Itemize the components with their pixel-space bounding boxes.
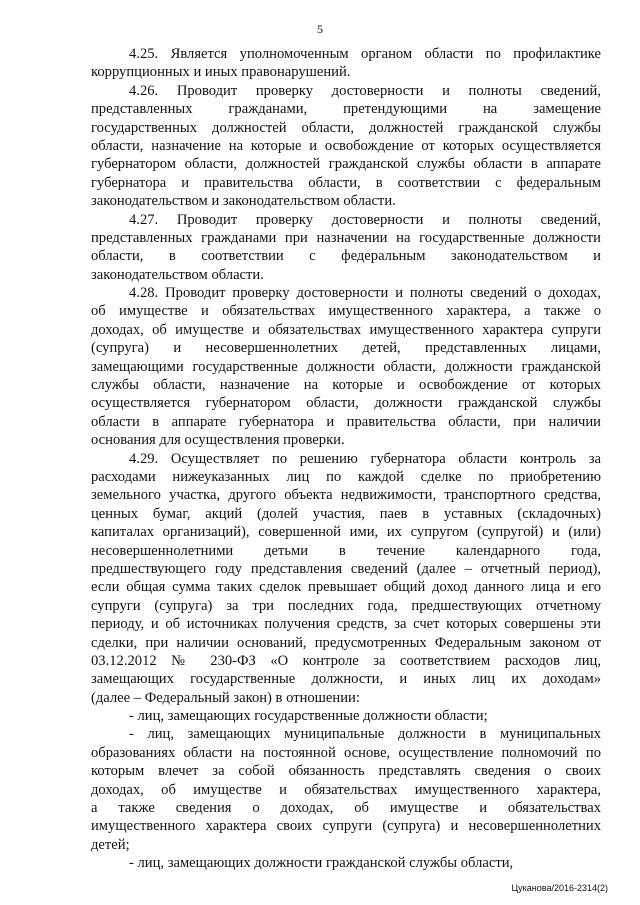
paragraph: [91, 725, 601, 854]
paragraph-line: законодательством и законодательством области.: [91, 193, 396, 210]
paragraph-line: которым влечет за собой обязанность представлять сведения о своих: [91, 763, 601, 780]
paragraph-line: службы области, назначение на которые и освобождение от которых: [91, 377, 601, 394]
paragraph-line: - лиц, замещающих муниципальные должности в муниципальных: [129, 726, 601, 743]
paragraph-line: (далее – Федеральный закон) в отношении:: [91, 689, 360, 706]
paragraph: [91, 707, 601, 725]
paragraph-line: основания для осуществления проверки.: [91, 432, 345, 449]
paragraph: [91, 211, 601, 285]
paragraph-line: замещающими государственные должности области, должности гражданской: [91, 358, 601, 375]
paragraph-line: 4.26. Проводит проверку достоверности и полноты сведений,: [129, 82, 601, 99]
paragraph-line: земельного участка, другого объекта недвижимости, транспортного средства,: [91, 487, 601, 504]
paragraph-line: доходах, об имуществе и обязательствах имущественного характера супруги: [91, 321, 601, 338]
paragraph-line: замещающих государственные должности, и иных лиц их доходам»: [91, 671, 601, 688]
paragraph-line: сделки, при наличии оснований, предусмотренных Федеральным законом от: [91, 634, 601, 651]
paragraph-line: предшествующего году представления сведений (далее – отчетный период),: [91, 560, 601, 577]
paragraph-line: представленных гражданами, претендующими на замещение: [91, 101, 601, 118]
paragraph-line: капиталах организаций), совершенной ими, их супругом (супругой) и (или): [91, 524, 601, 541]
paragraph-line: об имуществе и обязательствах имущественного характера, а также о: [91, 303, 601, 320]
paragraph-line: - лиц, замещающих государственные должности области;: [129, 708, 488, 725]
paragraph-line: расходами нижеуказанных лиц по каждой сделке по приобретению: [91, 468, 601, 485]
paragraph-line: ценных бумаг, акций (долей участия, паев в уставных (складочных): [91, 505, 601, 522]
document-body: [91, 45, 601, 873]
paragraph-line: - лиц, замещающих должности гражданской службы области,: [129, 855, 514, 872]
paragraph-line: осуществляется губернатором области, должности гражданской службы: [91, 395, 601, 412]
paragraph-line: имущественного характера своих супруги (супруга) и несовершеннолетних: [91, 818, 601, 835]
paragraph: [91, 45, 601, 82]
paragraph-line: 4.27. Проводит проверку достоверности и полноты сведений,: [129, 211, 601, 228]
paragraph: [91, 854, 601, 872]
paragraph-line: несовершеннолетними детьми в течение календарного года,: [91, 542, 601, 559]
paragraph-line: 4.28. Проводит проверку достоверности и полноты сведений о доходах,: [129, 285, 601, 302]
paragraph-line: супруги (супруга) за три последних года, предшествующих отчетному: [91, 597, 601, 614]
paragraph-line: губернатора и правительства области, в соответствии с федеральным: [91, 174, 601, 191]
paragraph-line: коррупционных и иных правонарушений.: [91, 64, 351, 81]
paragraph-line: законодательством области.: [91, 266, 264, 283]
paragraph-line: 03.12.2012 № 230-ФЗ «О контроле за соответствием расходов лиц,: [91, 652, 601, 669]
paragraph-line: детей;: [91, 836, 130, 853]
paragraph-line: (супруга) и несовершеннолетних детей, представленных лицами,: [91, 340, 601, 357]
paragraph-line: области в аппарате губернатора и правительства области, при наличии: [91, 413, 601, 430]
paragraph-line: а также сведения о доходах, об имуществе и обязательствах: [91, 800, 601, 817]
footer-document-code: Цуканова/2016-2314(2): [511, 883, 608, 893]
paragraph-line: губернатором области, должностей гражданской службы области в аппарате: [91, 156, 601, 173]
paragraph-line: представленных гражданами при назначении на государственные должности: [91, 229, 601, 246]
paragraph-line: 4.29. Осуществляет по решению губернатора области контроль за: [129, 450, 601, 467]
page-number: 5: [317, 22, 323, 36]
paragraph: [91, 450, 601, 707]
paragraph-line: 4.25. Является уполномоченным органом области по профилактике: [129, 46, 601, 62]
paragraph-line: государственных должностей области, должностей гражданской службы: [91, 119, 601, 136]
paragraph-line: области, в соответствии с федеральным законодательством и: [91, 248, 601, 265]
paragraph-line: образованиях области на постоянной основе, осуществление полномочий по: [91, 744, 601, 761]
paragraph-line: если общая сумма таких сделок превышает общий доход данного лица и его: [91, 579, 601, 596]
paragraph: [91, 82, 601, 211]
paragraph-line: области, назначение на которые и освобождение от которых осуществляется: [91, 137, 601, 154]
paragraph-line: доходах, об имуществе и обязательствах имущественного характера,: [91, 781, 601, 798]
paragraph: [91, 284, 601, 450]
paragraph-line: периоду, и об источниках получения средств, за счет которых совершены эти: [91, 616, 601, 633]
